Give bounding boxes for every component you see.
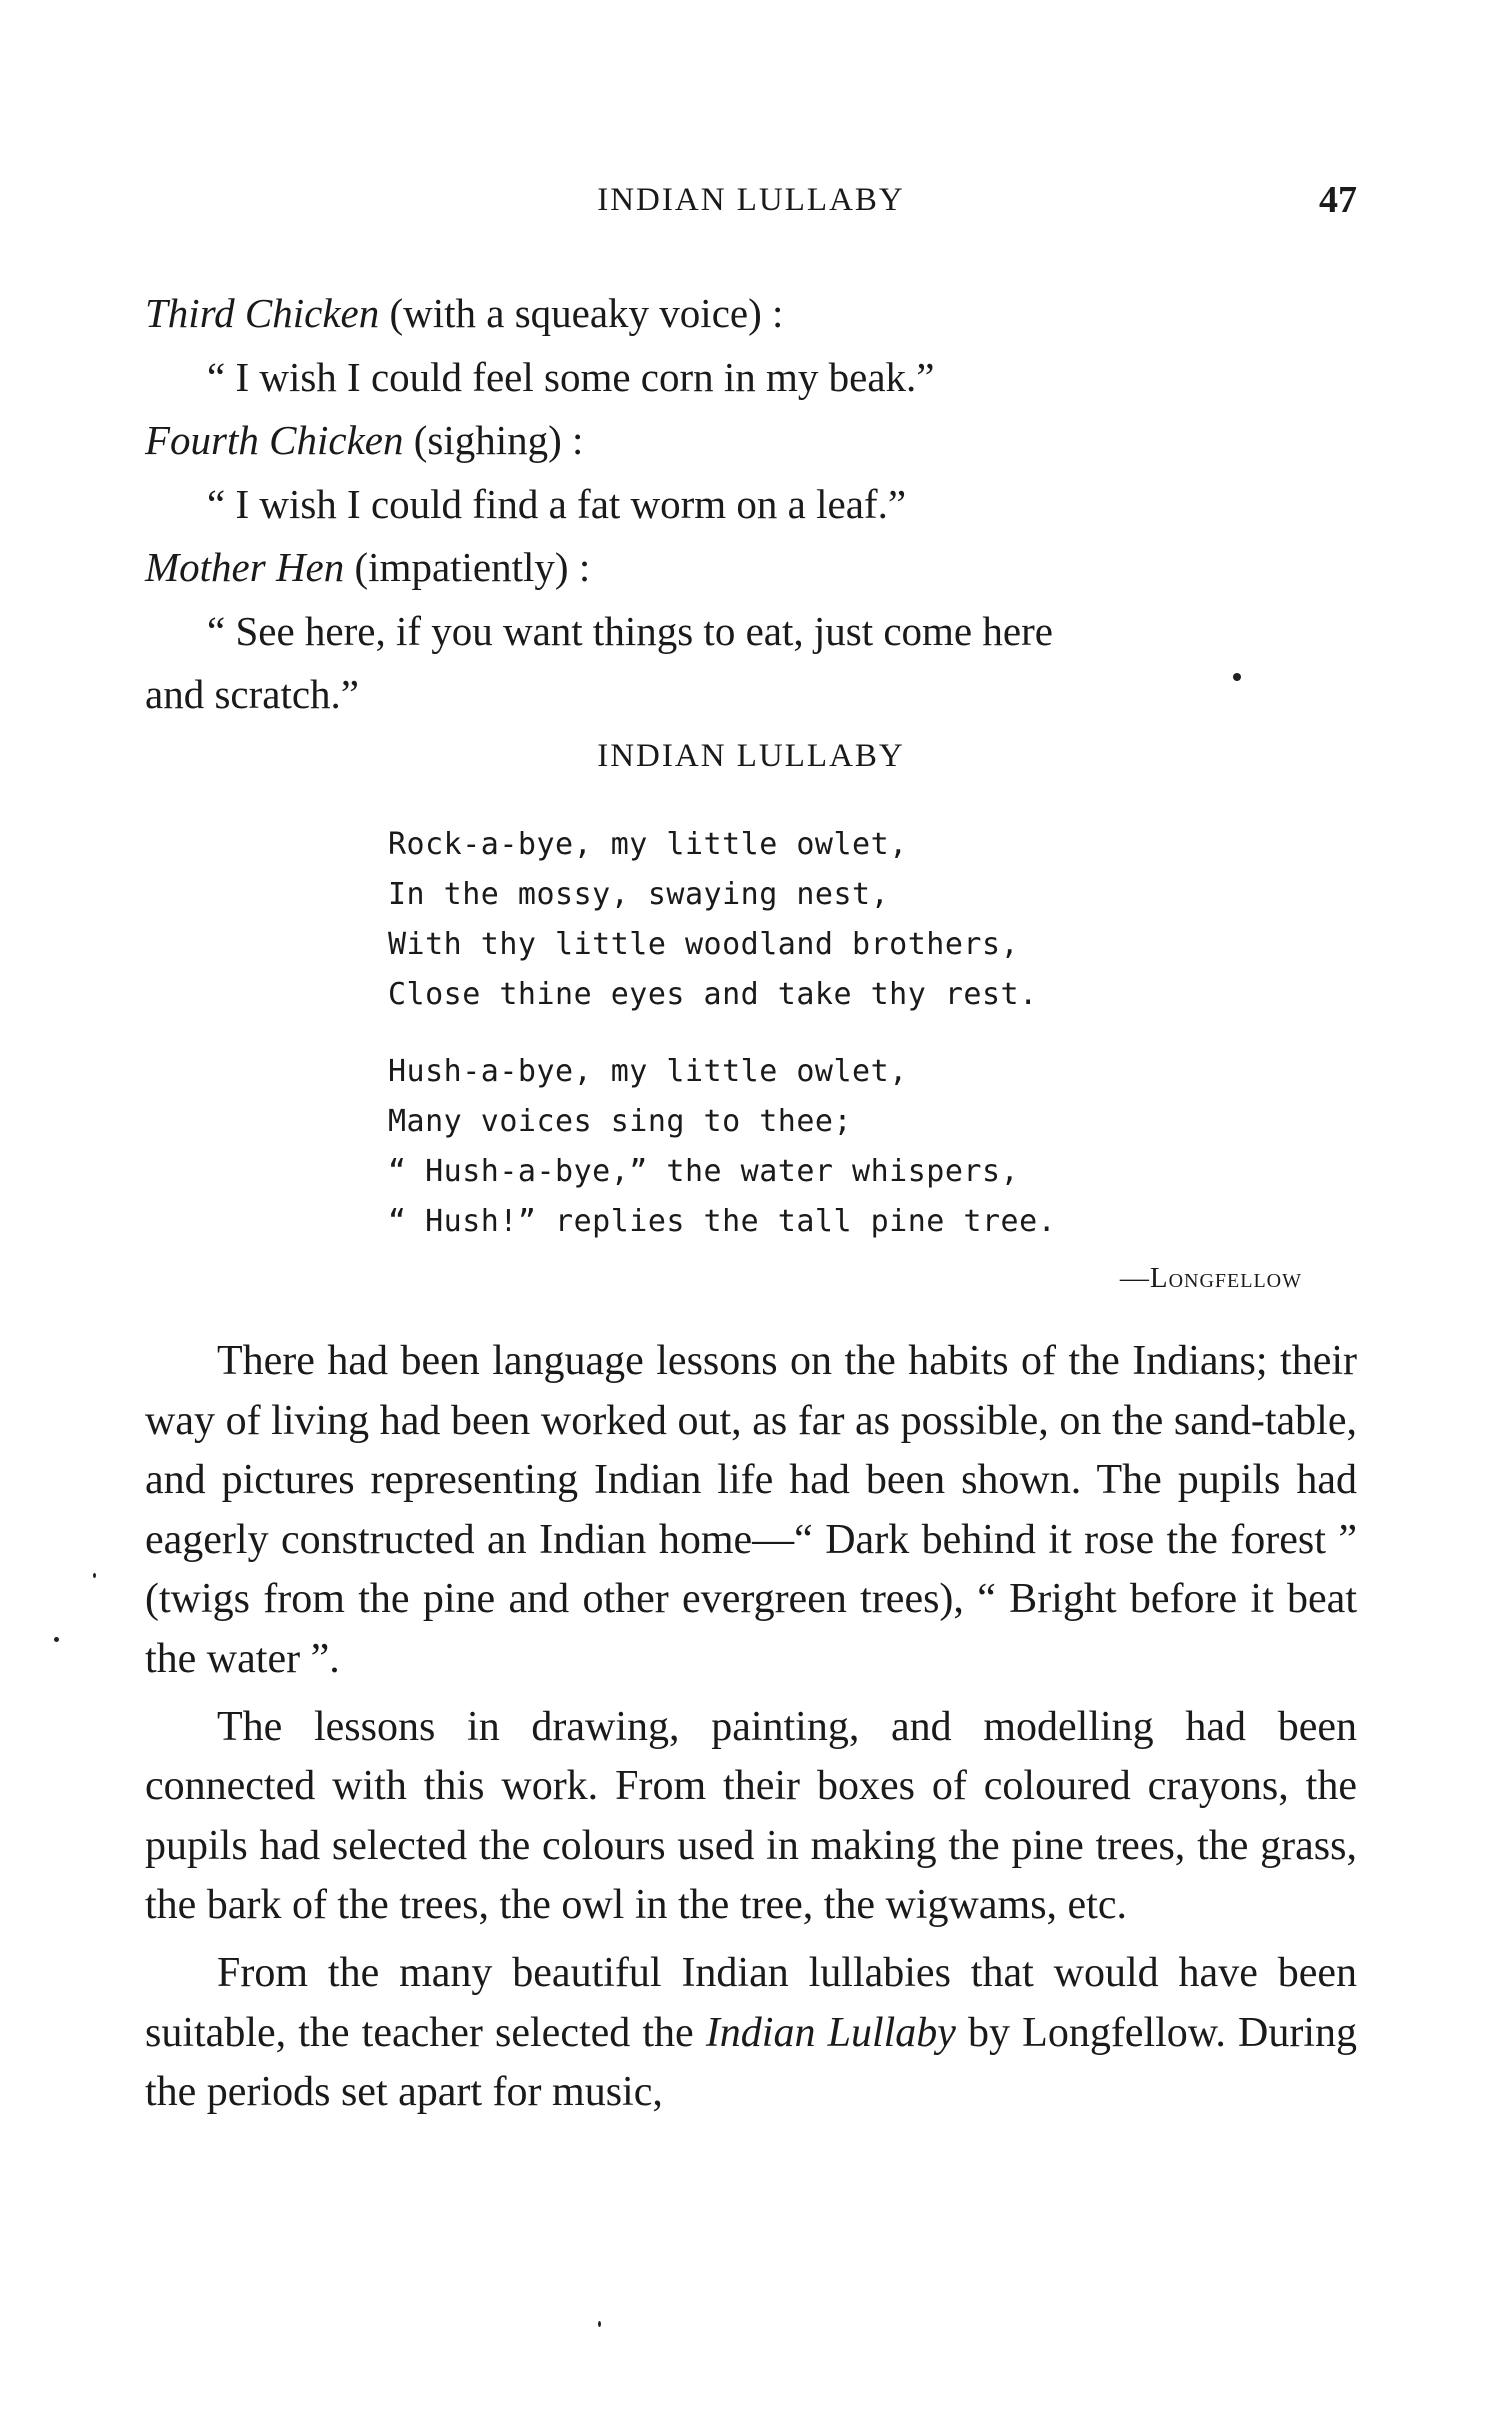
speaker-line (145, 282, 1357, 346)
poem-attribution: —Longfellow (1119, 1262, 1302, 1294)
speaker-line (145, 536, 1357, 600)
speaker-name: Mother Hen (145, 544, 345, 590)
poem-line: Rock-a-bye, my little owlet, (388, 827, 908, 862)
poem-line: Many voices sing to thee; (388, 1104, 853, 1139)
stage-direction: (sighing) : (403, 417, 584, 463)
dialogue-section (145, 282, 1357, 727)
running-title: INDIAN LULLABY (597, 182, 905, 218)
poem-line: With thy little woodland brothers, (388, 927, 1020, 962)
poem-line: In the mossy, swaying nest, (388, 877, 890, 912)
poem-stanza (388, 1047, 1288, 1247)
paragraph (145, 1944, 1357, 2123)
speaker-line (145, 409, 1357, 473)
body-text (145, 1332, 1357, 2131)
speaker-name: Fourth Chicken (145, 417, 404, 463)
ink-speck (1233, 673, 1241, 681)
poem-line: Hush-a-bye, my little owlet, (388, 1054, 908, 1089)
page-number: 47 (1319, 179, 1357, 221)
work-title: Indian Lullaby (705, 2009, 956, 2056)
running-head (0, 179, 1502, 232)
poem-title: INDIAN LULLABY (597, 738, 905, 774)
quoted-speech: “ I wish I could feel some corn in my beak.” (207, 353, 935, 400)
speaker-name: Third Chicken (145, 290, 380, 336)
paragraph: There had been language lessons on the habits of the Indians; their way of living had been worked out, as far as possible, on the sand-table, and pictures representing Indian life had been shown. The pupils had eagerly constructed an Indian home—“ Dark behind it rose the forest ” (twigs from the pine and other evergreen trees), “ Bright before it beat the water ”. (145, 1338, 1357, 1682)
quoted-speech: “ I wish I could find a fat worm on a leaf.” (207, 480, 907, 527)
paragraph-text: From the many beautiful Indian lullabies that would have been suitable, the teacher selected the (145, 1949, 1357, 2056)
poem-line: “ Hush-a-bye,” the water whispers, (388, 1154, 1020, 1189)
stage-direction: (with a squeaky voice) : (379, 290, 784, 336)
ink-speck (54, 1637, 59, 1642)
paragraph-text: by Longfellow. During the periods set apart for music, (145, 2009, 1357, 2116)
quoted-speech-continued: and scratch.” (145, 671, 359, 717)
poem-line: “ Hush!” replies the tall pine tree. (388, 1204, 1057, 1239)
ink-speck (598, 2321, 601, 2327)
poem-stanza (388, 820, 1288, 1020)
poem-line: Close thine eyes and take thy rest. (388, 977, 1038, 1012)
quoted-speech: “ See here, if you want things to eat, just come here (207, 607, 1053, 654)
paragraph: The lessons in drawing, painting, and modelling had been connected with this work. From their boxes of coloured crayons, the pupils had selected the colours used in making the pine trees, the grass, the bark of the trees, the owl in the tree, the wigwams, etc. (145, 1703, 1357, 1929)
poem (388, 820, 1288, 1274)
stage-direction: (impatiently) : (344, 544, 591, 590)
ink-speck (93, 1573, 96, 1578)
